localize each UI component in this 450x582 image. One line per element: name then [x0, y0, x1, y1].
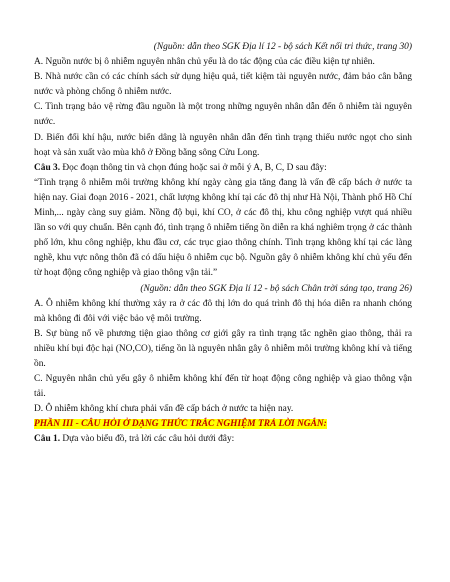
source-citation-q2: (Nguồn: dẫn theo SGK Địa lí 12 - bộ sách Kết nối tri thức, trang 30)	[153, 42, 412, 52]
q3-option-c: C. Nguyên nhân chủ yếu gây ô nhiễm không khí đến từ hoạt động công nghiệp và giao thông vận tải.	[34, 374, 412, 400]
q3-option-b: B. Sự bùng nổ về phương tiện giao thông cơ giới gây ra tình trạng tắc nghẽn giao thông, thải ra nhiều khí bụi độc hại (NO,CO), tiếng ồn là nguyên nhân gây ô nhiễm môi trường không khí và tiếng ồn.	[34, 328, 412, 369]
part3-heading: PHẦN III - CÂU HỎI Ở DẠNG THỨC TRẮC NGHIỆM TRẢ LỜI NGẮN:	[34, 419, 327, 430]
part3-heading-row	[34, 417, 412, 432]
q1-text: Dựa vào biểu đồ, trả lời các câu hỏi dưới đây:	[60, 434, 235, 445]
q2-option-c: C. Tình trạng bảo vệ rừng đầu nguồn là một trong những nguyên nhân dẫn đến ô nhiễm tài nguyên nước.	[34, 102, 412, 128]
q3-quote: “Tình trạng ô nhiễm môi trường không khí ngày càng gia tăng đang là vấn đề cấp bách ở nước ta hiện nay. Giai đoạn 2016 - 2021, chất lượng không khí tại các đô thị như Hà Nội, Thành phố Hồ Chí Minh,... ngày càng suy giảm. Nồng độ bụi, khí CO, ở các đô thị, khu công nghiệp vượt quá nhiều lần so với quy chuẩn. Bên cạnh đó, tình trạng ô nhiễm tiếng ồn diễn ra khá nghiêm trọng ở các thành phố lớn, khu công nghiệp, khu đầu cơ, các trục giao thông chính. Tình trạng không khí tại các làng nghề, khu vực nông thôn đã có dấu hiệu ô nhiễm cục bộ. Nguồn gây ô nhiễm không khí chủ yếu đến từ hoạt động công nghiệp và giao thông vận tải.”	[34, 177, 412, 279]
q2-option-a: A. Nguồn nước bị ô nhiễm nguyên nhân chủ yếu là do tác động của các điều kiện tự nhiên.	[34, 57, 375, 68]
q3-label: Câu 3.	[34, 162, 61, 173]
q3-header	[34, 161, 412, 176]
q3-prompt: Đọc đoạn thông tin và chọn đúng hoặc sai ở mỗi ý A, B, C, D sau đây:	[60, 162, 327, 173]
q1-header	[34, 432, 412, 447]
q3-option-a: A. Ô nhiễm không khí thường xảy ra ở các đô thị lớn do quá trình đô thị hóa diễn ra nhanh chóng mà không đi đôi với việc bảo vệ môi trường.	[34, 298, 412, 324]
q2-option-d: D. Biến đổi khí hậu, nước biển dâng là nguyên nhân dẫn đến tình trạng thiếu nước ngọt cho sinh hoạt và sản xuất vào mùa khô ở Đồng bằng sông Cửu Long.	[34, 132, 412, 158]
q1-label: Câu 1.	[34, 434, 61, 445]
q2-option-b: B. Nhà nước cần có các chính sách sử dụng hiệu quả, tiết kiệm tài nguyên nước, đảm bảo cân bằng nước và phòng chống ô nhiễm nước.	[34, 72, 412, 98]
source-citation-q3: (Nguồn: dẫn theo SGK Địa lí 12 - bộ sách Chân trời sáng tạo, trang 26)	[140, 283, 412, 294]
q3-option-d: D. Ô nhiễm không khí chưa phải vấn đề cấp bách ở nước ta hiện nay.	[34, 404, 294, 415]
